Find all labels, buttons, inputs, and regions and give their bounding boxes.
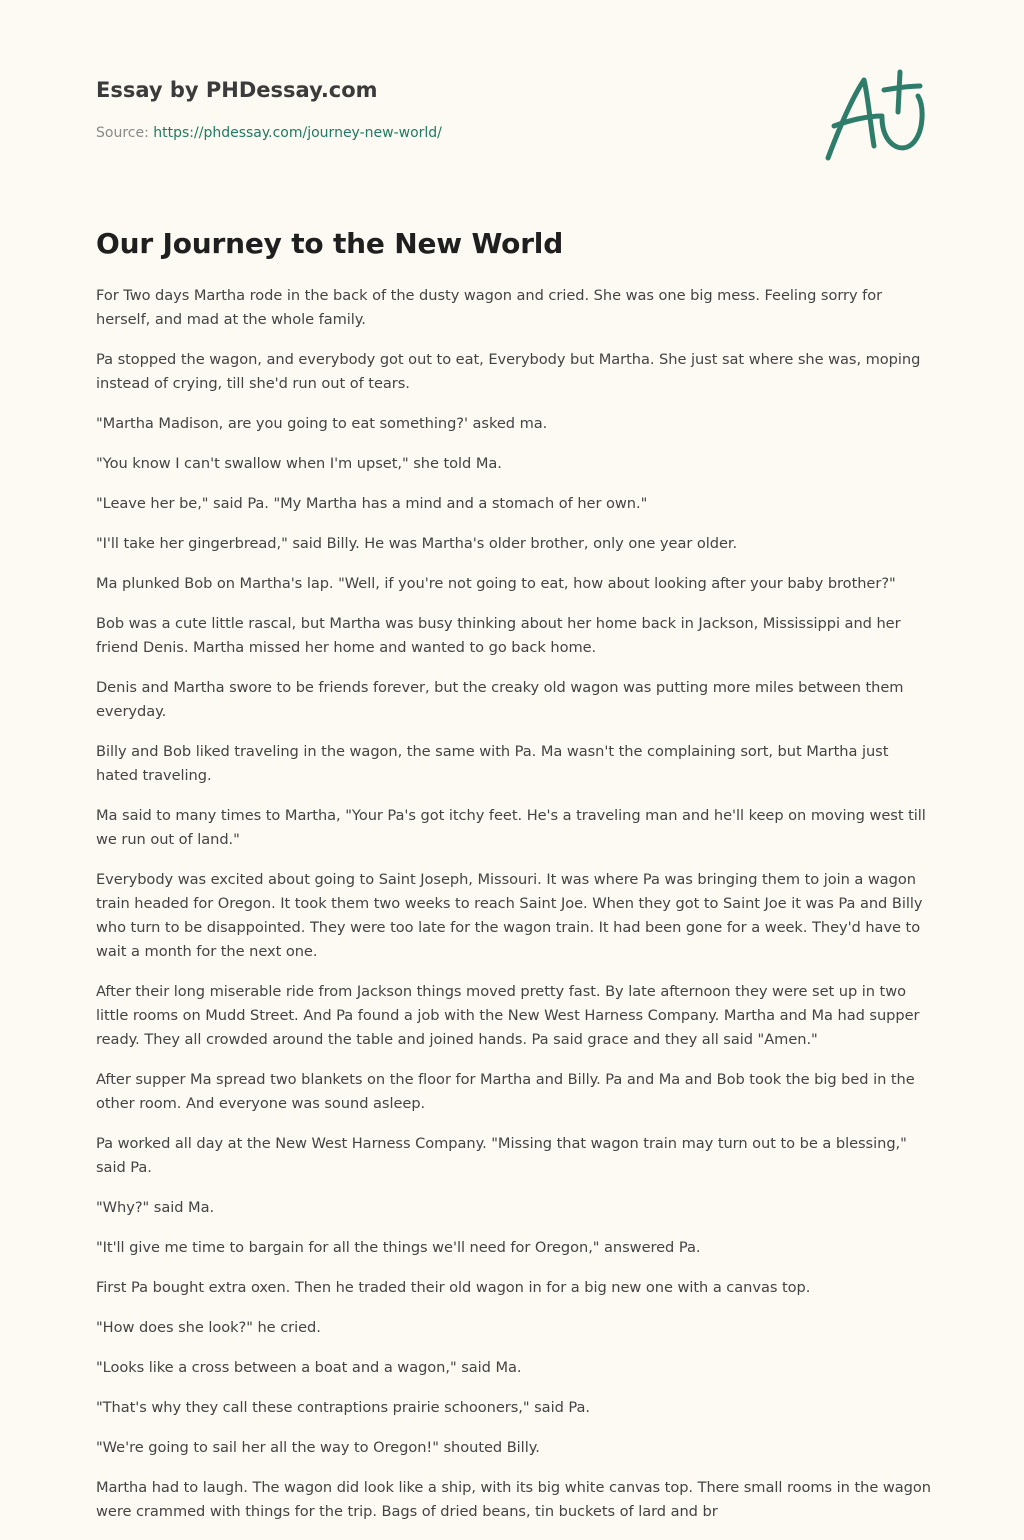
paragraph: Ma said to many times to Martha, "Your Pa's got itchy feet. He's a traveling man and he'll keep on moving west till we run out of land." <box>96 807 926 848</box>
paragraph: "Martha Madison, are you going to eat something?' asked ma. <box>96 415 548 432</box>
paragraph: "It'll give me time to bargain for all the things we'll need for Oregon," answered Pa. <box>96 1239 701 1256</box>
paragraph: "We're going to sail her all the way to Oregon!" shouted Billy. <box>96 1439 540 1456</box>
paragraph: Martha had to laugh. The wagon did look like a ship, with its big white canvas top. There small rooms in the wagon were crammed with things for the trip. Bags of dried beans, tin buckets of lard and br <box>96 1479 931 1520</box>
source-link[interactable]: https://phdessay.com/journey-new-world/ <box>153 125 442 141</box>
paragraph: "Looks like a cross between a boat and a wagon," said Ma. <box>96 1359 522 1376</box>
brand-title: Essay by PHDessay.com <box>96 78 378 102</box>
source-label: Source: <box>96 125 149 141</box>
a-plus-logo-icon <box>820 66 932 166</box>
paragraph: First Pa bought extra oxen. Then he traded their old wagon in for a big new one with a canvas top. <box>96 1279 811 1296</box>
paragraph: Pa worked all day at the New West Harness Company. "Missing that wagon train may turn out to be a blessing," said Pa. <box>96 1135 907 1176</box>
paragraph: "You know I can't swallow when I'm upset," she told Ma. <box>96 455 502 472</box>
paragraph: Pa stopped the wagon, and everybody got out to eat, Everybody but Martha. She just sat where she was, moping instead of crying, till she'd run out of tears. <box>96 351 921 392</box>
article-body <box>96 284 932 1540</box>
paragraph: "Leave her be," said Pa. "My Martha has a mind and a stomach of her own." <box>96 495 648 512</box>
paragraph: "I'll take her gingerbread," said Billy. He was Martha's older brother, only one year older. <box>96 535 738 552</box>
paragraph: "How does she look?" he cried. <box>96 1319 321 1336</box>
paragraph: After supper Ma spread two blankets on the floor for Martha and Billy. Pa and Ma and Bob took the big bed in the other room. And everyone was sound asleep. <box>96 1071 915 1112</box>
paragraph: Bob was a cute little rascal, but Martha was busy thinking about her home back in Jackson, Mississippi and her friend Denis. Martha missed her home and wanted to go back home. <box>96 615 901 656</box>
paragraph: Everybody was excited about going to Saint Joseph, Missouri. It was where Pa was bringing them to join a wagon train headed for Oregon. It took them two weeks to reach Saint Joe. When they got to Saint Joe it was Pa and Billy who turn to be disappointed. They were too late for the wagon train. It had been gone for a week. They'd have to wait a month for the next one. <box>96 871 923 960</box>
paragraph: "Why?" said Ma. <box>96 1199 215 1216</box>
paragraph: After their long miserable ride from Jackson things moved pretty fast. By late afternoon they were set up in two little rooms on Mudd Street. And Pa found a job with the New West Harness Company. Martha and Ma had supper ready. They all crowded around the table and joined hands. Pa said grace and they all said "Amen." <box>96 983 920 1048</box>
paragraph: Ma plunked Bob on Martha's lap. "Well, if you're not going to eat, how about looking after your baby brother?" <box>96 575 896 592</box>
source-line <box>96 122 796 144</box>
paragraph: Denis and Martha swore to be friends forever, but the creaky old wagon was putting more miles between them everyday. <box>96 679 904 720</box>
essay-header <box>96 74 796 144</box>
paragraph: Billy and Bob liked traveling in the wagon, the same with Pa. Ma wasn't the complaining sort, but Martha just hated traveling. <box>96 743 889 784</box>
paragraph: "That's why they call these contraptions prairie schooners," said Pa. <box>96 1399 590 1416</box>
article-title: Our Journey to the New World <box>96 227 564 260</box>
paragraph: For Two days Martha rode in the back of the dusty wagon and cried. She was one big mess. Feeling sorry for herself, and mad at the whole family. <box>96 287 883 328</box>
